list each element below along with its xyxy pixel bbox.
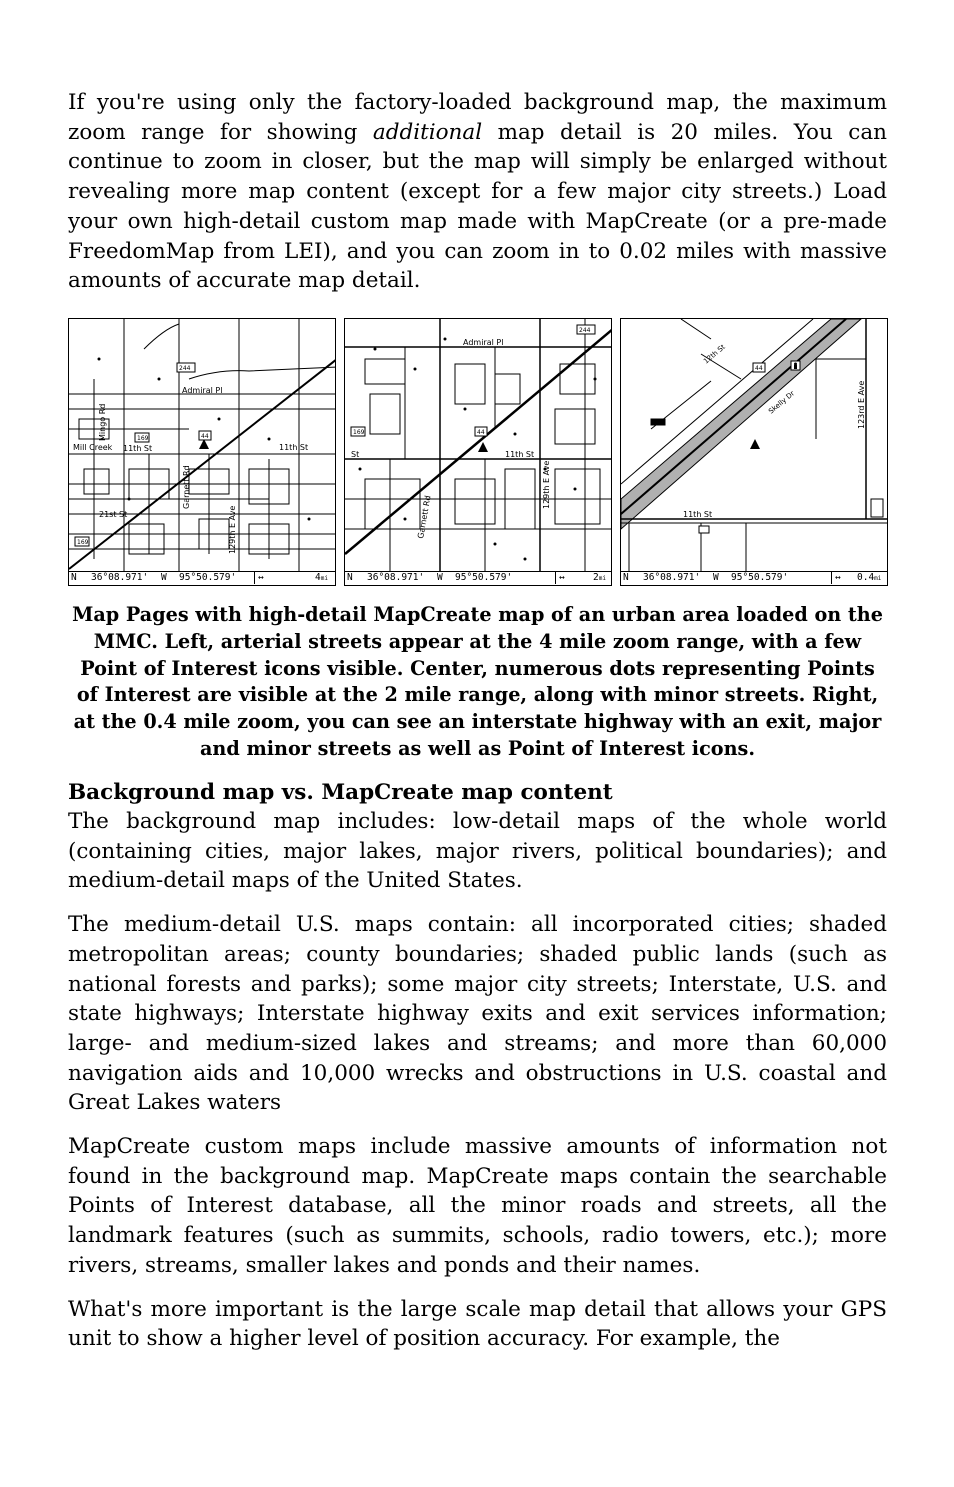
map2-north: N (347, 572, 353, 583)
map3-shield-0: 44 (755, 365, 763, 372)
content-section (68, 778, 887, 1354)
map1-street-0: Admiral Pl (182, 386, 223, 395)
map1-street-5: Mingo Rd (98, 403, 107, 441)
map1-range-arrow-icon: ↔ (254, 572, 264, 584)
map1-lat: 36°08.971' (91, 572, 149, 583)
intro-text-before: If you're using only the factory-loaded background map, the maximum zoom range for showing (68, 90, 887, 145)
section-heading: Background map vs. MapCreate map content (68, 780, 613, 805)
intro-paragraph (68, 88, 887, 296)
map-4mi-canvas (69, 319, 336, 573)
intro-text-after: map detail is 20 miles. You can continue to zoom in closer, but the map will simply be enlarged without revealing more map content (except for a few major city streets.) Load your own high-detail custom map made with MapCreate (or a pre-made FreedomMap from LEI), and you can zoom in to 0.02 miles with massive amounts of accurate map detail. (68, 119, 887, 294)
map-page-2mi (344, 318, 612, 586)
map1-range: 4mi (315, 572, 328, 583)
map3-range-arrow-icon: ↔ (831, 572, 841, 584)
map3-street-2: Skelly Dr (767, 389, 797, 416)
map2-west: W (437, 572, 443, 583)
map2-status-bar (345, 571, 611, 585)
map1-shield-1: 169 (137, 435, 149, 442)
intro-italic-word: additional (372, 119, 483, 145)
map-page-04mi (620, 318, 888, 586)
map2-shield-2: 44 (477, 429, 485, 436)
map-04mi-canvas (621, 319, 888, 573)
map2-street-2: Garnett Rd (416, 494, 433, 540)
map2-shield-1: 169 (353, 429, 365, 436)
map1-shield-3: 169 (77, 539, 89, 546)
map-page-4mi (68, 318, 336, 586)
map3-street-0: 11th St (683, 510, 713, 519)
map1-shield-0: 244 (179, 365, 191, 372)
map2-shield-0: 244 (579, 327, 591, 334)
map3-street-1: 123rd E Ave (857, 380, 866, 429)
map3-lat: 36°08.971' (643, 572, 701, 583)
section-paragraph-2: The medium-detail U.S. maps contain: all incorporated cities; shaded metropolitan areas; county boundaries; shaded public lands (such as national forests and parks); some major city streets; Interstate, U.S. and state highways; Interstate highway exits and exit services information; large- and medium-sized lakes and streams; and more than 60,000 navigation aids and 10,000 wrecks and obstructions in U.S. coastal and Great Lakes waters (68, 912, 887, 1116)
map-2mi-canvas (345, 319, 612, 573)
map3-status-bar (621, 571, 887, 585)
map-figure (68, 318, 888, 586)
section-paragraph-4: What's more important is the large scale map detail that allows your GPS unit to show a higher level of position accuracy. For example, the (68, 1296, 887, 1352)
map2-lat: 36°08.971' (367, 572, 425, 583)
map2-lon: 95°50.579' (455, 572, 513, 583)
map2-street-1: 11th St (505, 450, 535, 459)
map1-north: N (71, 572, 77, 583)
map2-range: 2mi (593, 572, 606, 583)
map3-north: N (623, 572, 629, 583)
section-paragraph-3: MapCreate custom maps include massive amounts of information not found in the background map. MapCreate maps contain the searchable Points of Interest database, all the minor roads and streets, all the landmark features (such as summits, schools, radio towers, etc.); more rivers, streams, smaller lakes and ponds and their names. (68, 1134, 887, 1278)
map2-street-4: St (351, 450, 360, 459)
map2-street-3: 129th E Ave (542, 460, 551, 509)
map1-west: W (161, 572, 167, 583)
figure-caption: Map Pages with high-detail MapCreate map of an urban area loaded on the MMC. Left, arterial streets appear at the 4 mile zoom range, with a few Point of Interest icons visible. Center, numerous dots representing Points of Interest are visible at the 2 mile range, along with minor streets. Right, at the 0.4 mile zoom, you can see an interstate highway with an exit, major and minor streets as well as Point of Interest icons. (72, 603, 883, 760)
map1-street-7: 11th St (123, 444, 153, 453)
map3-lon: 95°50.579' (731, 572, 789, 583)
map1-status-bar (69, 571, 335, 585)
map3-west: W (713, 572, 719, 583)
map3-range: 0.4mi (857, 572, 882, 583)
section-paragraph-1: The background map includes: low-detail maps of the whole world (containing cities, major lakes, major rivers, political boundaries); and medium-detail maps of the United States. (68, 809, 887, 894)
map2-street-0: Admiral Pl (463, 338, 504, 347)
map1-street-3: Garnett Rd (182, 465, 191, 509)
map1-shield-2: 44 (201, 433, 209, 440)
map3-street-3: 12th St (702, 343, 727, 366)
map1-street-6: Mill Creek (73, 443, 113, 452)
map1-street-1: 11th St (279, 443, 309, 452)
map1-lon: 95°50.579' (179, 572, 237, 583)
intro-section (68, 88, 887, 296)
map1-street-2: 21st St (99, 510, 128, 519)
map1-street-4: 129th E Ave (228, 505, 237, 554)
map2-range-arrow-icon: ↔ (555, 572, 565, 584)
